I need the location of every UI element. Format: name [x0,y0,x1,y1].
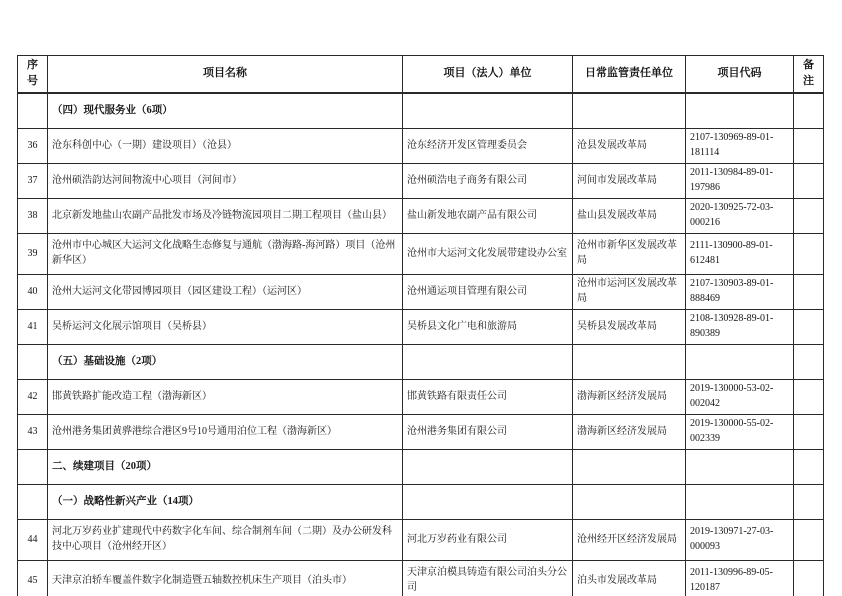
cell-project-name: 沧东科创中心（一期）建设项目）（沧县） [48,128,403,163]
cell-unit: 邯黄铁路有限责任公司 [403,379,573,414]
table-row [18,414,824,449]
section-row [18,344,824,379]
cell-project-name: 沧州市中心城区大运河文化战略生态修复与通航（渤海路-海河路）项目（沧州新华区） [48,233,403,274]
cell-no [18,93,48,129]
cell-supervisor: 盐山县发展改革局 [573,198,686,233]
cell-code [686,484,794,519]
header-note: 备注 [794,56,824,93]
cell-unit [403,449,573,484]
cell-code: 2011-130984-89-01-197986 [686,163,794,198]
table-header-row [18,56,824,93]
table-row [18,274,824,309]
cell-supervisor: 沧州市新华区发展改革局 [573,233,686,274]
cell-supervisor [573,484,686,519]
cell-unit: 沧州港务集团有限公司 [403,414,573,449]
table-row [18,198,824,233]
cell-note [794,449,824,484]
cell-no [18,344,48,379]
cell-project-name: 沧州硕浩韵达河间物流中心项目（河间市） [48,163,403,198]
table-row [18,128,824,163]
section-title: （五）基础设施（2项） [48,344,403,379]
cell-no: 42 [18,379,48,414]
cell-code [686,344,794,379]
cell-note [794,198,824,233]
cell-note [794,344,824,379]
cell-note [794,519,824,560]
cell-no: 39 [18,233,48,274]
cell-supervisor: 沧州经开区经济发展局 [573,519,686,560]
cell-unit: 天津京泊模具铸造有限公司泊头分公司 [403,560,573,596]
table-row [18,309,824,344]
cell-note [794,233,824,274]
cell-unit: 盐山新发地农副产品有限公司 [403,198,573,233]
cell-no: 36 [18,128,48,163]
cell-code [686,449,794,484]
table-row [18,379,824,414]
cell-supervisor: 河间市发展改革局 [573,163,686,198]
cell-supervisor: 沧县发展改革局 [573,128,686,163]
cell-code: 2019-130000-55-02-002339 [686,414,794,449]
cell-note [794,128,824,163]
cell-note [794,379,824,414]
section-row [18,484,824,519]
cell-supervisor: 吴桥县发展改革局 [573,309,686,344]
cell-code: 2020-130925-72-03-000216 [686,198,794,233]
cell-code: 2107-130903-89-01-888469 [686,274,794,309]
cell-note [794,414,824,449]
section-title: （四）现代服务业（6项） [48,93,403,129]
cell-unit: 吴桥县文化广电和旅游局 [403,309,573,344]
cell-unit [403,484,573,519]
cell-project-name: 沧州大运河文化带园博园项目（园区建设工程）（运河区） [48,274,403,309]
cell-no: 40 [18,274,48,309]
cell-supervisor: 渤海新区经济发展局 [573,414,686,449]
header-unit: 项目（法人）单位 [403,56,573,93]
cell-project-name: 北京新发地盐山农副产品批发市场及冷链物流园项目二期工程项目（盐山县） [48,198,403,233]
table-row [18,163,824,198]
cell-note [794,163,824,198]
header-no: 序号 [18,56,48,93]
cell-no: 45 [18,560,48,596]
section-title: 二、续建项目（20项） [48,449,403,484]
cell-note [794,93,824,129]
table-row [18,519,824,560]
table-row [18,233,824,274]
cell-supervisor [573,344,686,379]
cell-code: 2111-130900-89-01-612481 [686,233,794,274]
cell-code [686,93,794,129]
section-row [18,93,824,129]
section-title: （一）战略性新兴产业（14项） [48,484,403,519]
cell-no [18,484,48,519]
project-table [17,55,824,596]
cell-no: 44 [18,519,48,560]
cell-no [18,449,48,484]
cell-unit: 沧州通运项目管理有限公司 [403,274,573,309]
cell-supervisor: 泊头市发展改革局 [573,560,686,596]
cell-unit: 河北万岁药业有限公司 [403,519,573,560]
cell-project-name: 吴桥运河文化展示馆项目（吴桥县） [48,309,403,344]
header-supervisor: 日常监管责任单位 [573,56,686,93]
cell-code: 2011-130996-89-05-120187 [686,560,794,596]
cell-unit [403,93,573,129]
cell-no: 41 [18,309,48,344]
cell-unit: 沧州市大运河文化发展带建设办公室 [403,233,573,274]
cell-note [794,309,824,344]
cell-project-name: 邯黄铁路扩能改造工程（渤海新区） [48,379,403,414]
cell-supervisor [573,93,686,129]
cell-code: 2108-130928-89-01-890389 [686,309,794,344]
cell-note [794,484,824,519]
cell-no: 38 [18,198,48,233]
cell-code: 2019-130971-27-03-000093 [686,519,794,560]
table-row [18,560,824,596]
cell-project-name: 天津京泊轿车覆盖件数字化制造暨五轴数控机床生产项目（泊头市） [48,560,403,596]
cell-code: 2107-130969-89-01-181114 [686,128,794,163]
cell-code: 2019-130000-53-02-002042 [686,379,794,414]
cell-supervisor: 沧州市运河区发展改革局 [573,274,686,309]
cell-unit: 沧东经济开发区管理委员会 [403,128,573,163]
cell-no: 37 [18,163,48,198]
cell-unit [403,344,573,379]
cell-project-name: 沧州港务集团黄骅港综合港区9号10号通用泊位工程（渤海新区） [48,414,403,449]
cell-note [794,274,824,309]
cell-supervisor [573,449,686,484]
section-row [18,449,824,484]
cell-supervisor: 渤海新区经济发展局 [573,379,686,414]
cell-unit: 沧州硕浩电子商务有限公司 [403,163,573,198]
cell-project-name: 河北万岁药业扩建现代中药数字化车间、综合制剂车间（二期）及办公研发科技中心项目（沧州经开区） [48,519,403,560]
header-code: 项目代码 [686,56,794,93]
cell-no: 43 [18,414,48,449]
header-project-name: 项目名称 [48,56,403,93]
cell-note [794,560,824,596]
